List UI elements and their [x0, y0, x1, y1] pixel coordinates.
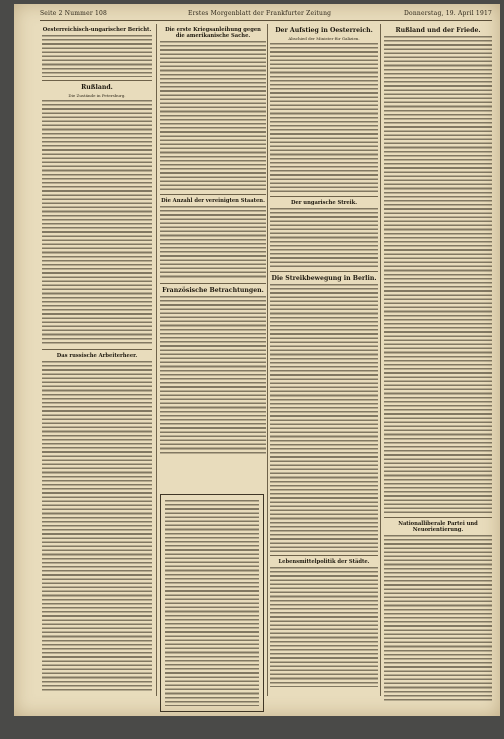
scan-border — [0, 716, 504, 739]
headline: Der ungarische Streik. — [290, 200, 358, 206]
article-text — [42, 100, 152, 346]
article-text — [160, 296, 266, 456]
boxed-article — [160, 494, 264, 712]
column-1 — [42, 24, 152, 702]
article-text — [160, 206, 266, 280]
headline: Der Aufstieg in Oesterreich. — [275, 27, 373, 34]
header-date: Donnerstag, 19. April 1917 — [404, 10, 492, 17]
headline: Die Streikbewegung in Berlin. — [271, 275, 377, 282]
article-text — [42, 35, 152, 77]
article-text — [270, 43, 378, 193]
header-page-number: Seite 2 Nummer 108 — [40, 10, 108, 17]
article-text — [165, 500, 259, 706]
headline: Oesterreichisch-ungarischer Bericht. — [42, 27, 152, 33]
headline: Die erste Kriegsanleihung gegen die amerikanische Sache. — [165, 27, 261, 39]
page-header — [40, 10, 492, 21]
article-text — [384, 36, 492, 514]
library-stamp — [30, 284, 38, 424]
article-text — [270, 567, 378, 687]
column-3 — [270, 24, 378, 702]
newspaper-page — [14, 4, 500, 716]
headline: Lebensmittelpolitik der Städte. — [278, 559, 370, 565]
article-text — [42, 361, 152, 691]
headline: Rußland und der Friede. — [395, 27, 481, 34]
subheadline: Abschied der Minister für Galizien. — [288, 36, 360, 41]
header-paper-title: Erstes Morgenblatt der Frankfurter Zeitung — [188, 10, 332, 17]
column-rule — [380, 24, 381, 696]
headline: Die Anzahl der vereinigten Staaten. — [161, 198, 265, 204]
column-rule — [267, 24, 268, 696]
article-text — [270, 284, 378, 552]
column-rule — [156, 24, 157, 696]
column-4 — [384, 24, 492, 702]
subheadline: Die Zustände in Petersburg. — [68, 93, 126, 98]
headline: Das russische Arbeiterheer. — [56, 353, 138, 359]
headline: Rußland. — [81, 84, 113, 91]
headline: Nationalliberale Partei und Neuorientierung. — [398, 521, 478, 533]
headline: Französische Betrachtungen. — [162, 287, 264, 294]
article-text — [270, 208, 378, 268]
article-text — [384, 535, 492, 702]
article-text — [160, 41, 266, 191]
